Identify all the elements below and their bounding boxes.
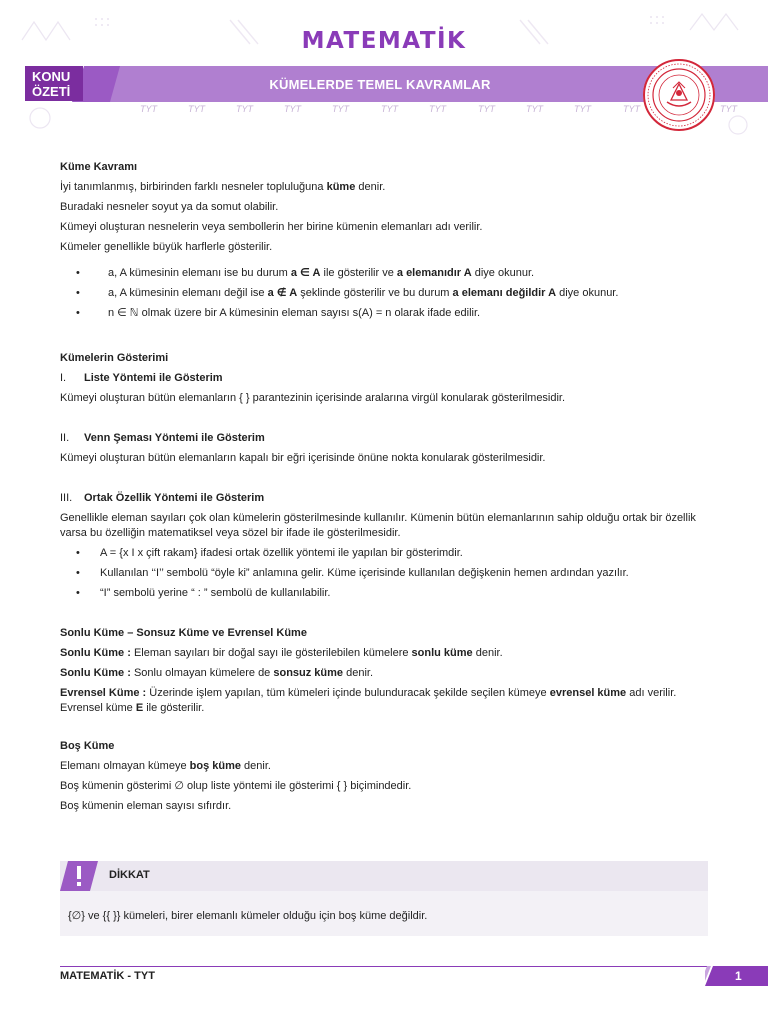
tyt-label: TYT (574, 104, 591, 114)
exclamation-icon (60, 861, 98, 891)
section-title: Küme Kavramı (60, 161, 138, 173)
subsection-title: II. Venn Şeması Yöntemi ile Gösterim (60, 432, 265, 444)
tyt-label: TYT (478, 104, 495, 114)
paragraph: Kümeyi oluşturan bütün elemanların kapalı bir eğri içerisinde önüne nokta konularak gösterilmesidir. (60, 452, 546, 464)
bullet-item: • a, A kümesinin elemanı değil ise a ∉ A şeklinde gösterilir ve bu durum a elemanı değildir A diye okunur. (76, 287, 619, 299)
subject-title: MATEMATİK (301, 28, 467, 54)
paragraph: Boş kümenin eleman sayısı sıfırdır. (60, 800, 232, 812)
ministry-seal-logo (642, 58, 716, 132)
konu-label: KONU (32, 69, 71, 84)
tyt-label: TYT (188, 104, 205, 114)
subsection-title: I. Liste Yöntemi ile Gösterim (60, 372, 223, 384)
page-number: 1 (735, 969, 742, 983)
bullet-item: • Kullanılan ‘‘I’’ sembolü “öyle ki” anlamına gelir. Küme içerisinde kullanılan değişkenin hemen ardından yazılır. (76, 567, 629, 579)
paragraph: Kümeyi oluşturan nesnelerin veya sembollerin her birine kümenin elemanları adı verilir. (60, 221, 483, 233)
dikkat-header (60, 861, 708, 891)
tyt-label: TYT (381, 104, 398, 114)
paragraph: Elemanı olmayan kümeye boş küme denir. (60, 760, 271, 772)
paragraph: Genellikle eleman sayıları çok olan kümelerin gösterilmesinde kullanılır. Kümenin bütün elemanlarının sahip olduğu ortak bir özellik varsa bu özelliğin matematiksel veya sözel bir ifade ile gösterilmesidir. (60, 512, 696, 539)
section-title: Kümelerin Gösterimi (60, 352, 169, 364)
tyt-label: TYT (332, 104, 349, 114)
paragraph: Sonlu Küme : Sonlu olmayan kümelere de sonsuz küme denir. (60, 667, 374, 679)
paragraph: Buradaki nesneler soyut ya da somut olabilir. (60, 201, 279, 213)
konu-ozeti-tab (25, 66, 83, 101)
dikkat-label: DİKKAT (109, 869, 150, 881)
paragraph: Sonlu Küme : Eleman sayıları bir doğal sayı ile gösterilebilen kümelere sonlu küme denir. (60, 647, 503, 659)
paragraph: Kümeler genellikle büyük harflerle gösterilir. (60, 241, 273, 253)
footer-divider (60, 966, 710, 967)
bullet-item: • n ∈ ℕ olmak üzere bir A kümesinin eleman sayısı s(A) = n olarak ifade edilir. (76, 307, 481, 319)
paragraph: İyi tanımlanmış, birbirinden farklı nesneler topluluğuna küme denir. (60, 181, 386, 193)
section-title: Boş Küme (60, 740, 115, 752)
section-title: Sonlu Küme – Sonsuz Küme ve Evrensel Küme (60, 627, 307, 639)
paragraph: Boş kümenin gösterimi ∅ olup liste yöntemi ile gösterimi { } biçimindedir. (60, 780, 412, 792)
tyt-label: TYT (429, 104, 446, 114)
footer-label: MATEMATİK - TYT (60, 970, 155, 982)
bullet-item: • A = {x I x çift rakam} ifadesi ortak özellik yöntemi ile yapılan bir gösterimdir. (76, 547, 463, 559)
paragraph: Evrensel Küme : Üzerinde işlem yapılan, tüm kümeleri içinde bulunduracak şekilde seçilen kümeye evrensel küme adı verilir. Evrensel küme E ile gösterilir. (60, 687, 677, 714)
ozeti-label: ÖZETİ (32, 84, 71, 99)
dikkat-text: {∅} ve {{ }} kümeleri, birer elemanlı kümeler olduğu için boş küme değildir. (68, 910, 428, 922)
paragraph: Kümeyi oluşturan bütün elemanların { } parantezinin içerisinde aralarına virgül konularak gösterilmesidir. (60, 392, 566, 404)
tyt-label: TYT (236, 104, 253, 114)
tyt-label: TYT (284, 104, 301, 114)
tyt-label: TYT (526, 104, 543, 114)
topic-title: KÜMELERDE TEMEL KAVRAMLAR (269, 77, 491, 92)
subsection-title: III. Ortak Özellik Yöntemi ile Gösterim (60, 492, 265, 504)
dikkat-note-box (60, 861, 708, 936)
tyt-label: TYT (720, 104, 737, 114)
tyt-label: TYT (623, 104, 640, 114)
tyt-label: TYT (140, 104, 157, 114)
bullet-item: • “I” sembolü yerine “ : ” sembolü de kullanılabilir. (76, 587, 331, 599)
content-area (60, 157, 710, 816)
bullet-item: • a, A kümesinin elemanı ise bu durum a ∈ A ile gösterilir ve a elemanıdır A diye okunur. (76, 267, 535, 279)
